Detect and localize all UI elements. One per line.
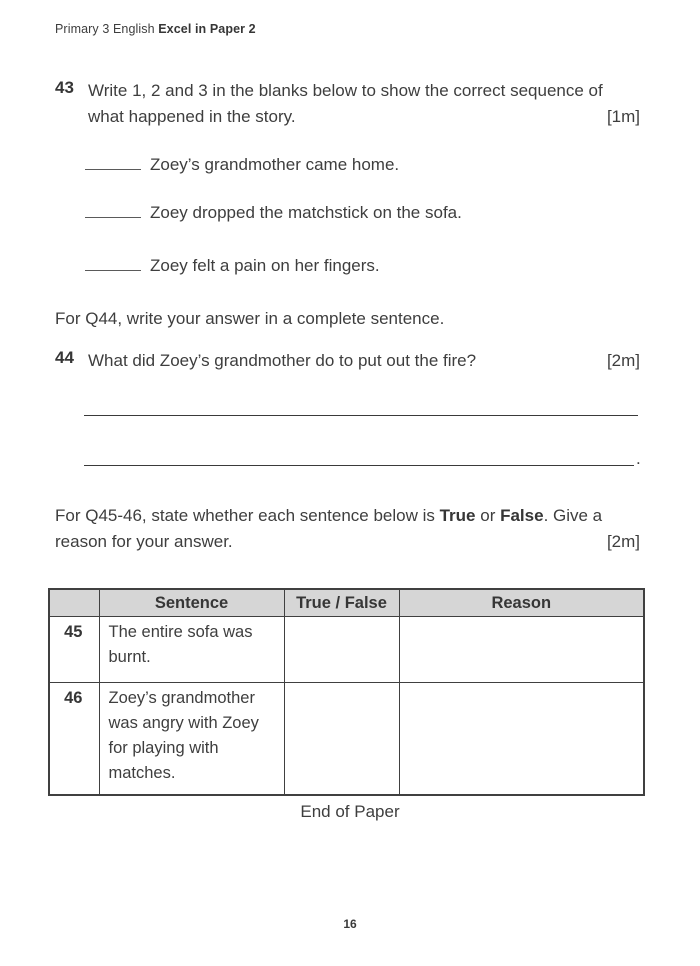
sequence-item-2 <box>85 201 462 225</box>
header-cell-reason: Reason <box>399 589 644 617</box>
sequence-text-2: Zoey dropped the matchstick on the sofa. <box>150 203 462 222</box>
row-46-reason-cell[interactable] <box>399 683 644 796</box>
q45-46-marks: [2m] <box>606 532 640 551</box>
question-44-text: What did Zoey’s grandmother do to put out the fire? <box>88 351 477 370</box>
q45-46-instruction-false: False <box>500 506 544 525</box>
question-43-text: Write 1, 2 and 3 in the blanks below to show the correct sequence of what happened in the story. <box>88 81 603 126</box>
q45-46-instruction-part2: or <box>475 506 501 525</box>
sequence-blank-2[interactable] <box>85 202 141 218</box>
q45-46-instruction <box>55 503 640 555</box>
row-45-sentence: The entire sofa was burnt. <box>99 617 284 683</box>
sequence-item-1 <box>85 153 399 177</box>
question-43 <box>55 78 640 130</box>
sequence-blank-3[interactable] <box>85 255 141 271</box>
header-paper-title: Excel in Paper 2 <box>158 22 256 36</box>
answer-line-1[interactable] <box>84 397 638 416</box>
table-header-row <box>49 589 644 617</box>
answer-line-period: . <box>636 449 641 468</box>
row-45-true-false-cell[interactable] <box>284 617 399 683</box>
table-row <box>49 683 644 796</box>
sequence-text-1: Zoey’s grandmother came home. <box>150 155 400 174</box>
header-cell-sentence: Sentence <box>99 589 284 617</box>
row-45-number: 45 <box>49 617 99 683</box>
question-44 <box>55 348 640 374</box>
sequence-blank-1[interactable] <box>85 154 141 170</box>
q45-46-instruction-part3: . Give a reason for your answer. <box>55 506 603 551</box>
question-44-number: 44 <box>55 348 74 367</box>
true-false-table <box>48 588 645 796</box>
sequence-text-3: Zoey felt a pain on her fingers. <box>150 256 380 275</box>
header-cell-number <box>49 589 99 617</box>
row-46-number: 46 <box>49 683 99 796</box>
question-43-marks: [1m] <box>606 107 640 126</box>
row-46-true-false-cell[interactable] <box>284 683 399 796</box>
page-number: 16 <box>343 917 357 931</box>
question-44-marks: [2m] <box>606 351 640 370</box>
answer-line-2[interactable] <box>84 447 634 466</box>
q45-46-instruction-part1: For Q45-46, state whether each sentence below is <box>55 506 440 525</box>
q45-46-instruction-true: True <box>439 506 476 525</box>
question-43-number: 43 <box>55 78 74 97</box>
end-of-paper-label: End of Paper <box>300 802 400 821</box>
header-course: Primary 3 English <box>55 22 159 36</box>
page-header <box>55 22 256 36</box>
row-45-reason-cell[interactable] <box>399 617 644 683</box>
sequence-item-3 <box>85 254 380 278</box>
header-cell-true-false: True / False <box>284 589 399 617</box>
q44-instruction: For Q44, write your answer in a complete sentence. <box>55 309 445 328</box>
table-row <box>49 617 644 683</box>
row-46-sentence: Zoey’s grandmother was angry with Zoey for playing with matches. <box>99 683 284 796</box>
